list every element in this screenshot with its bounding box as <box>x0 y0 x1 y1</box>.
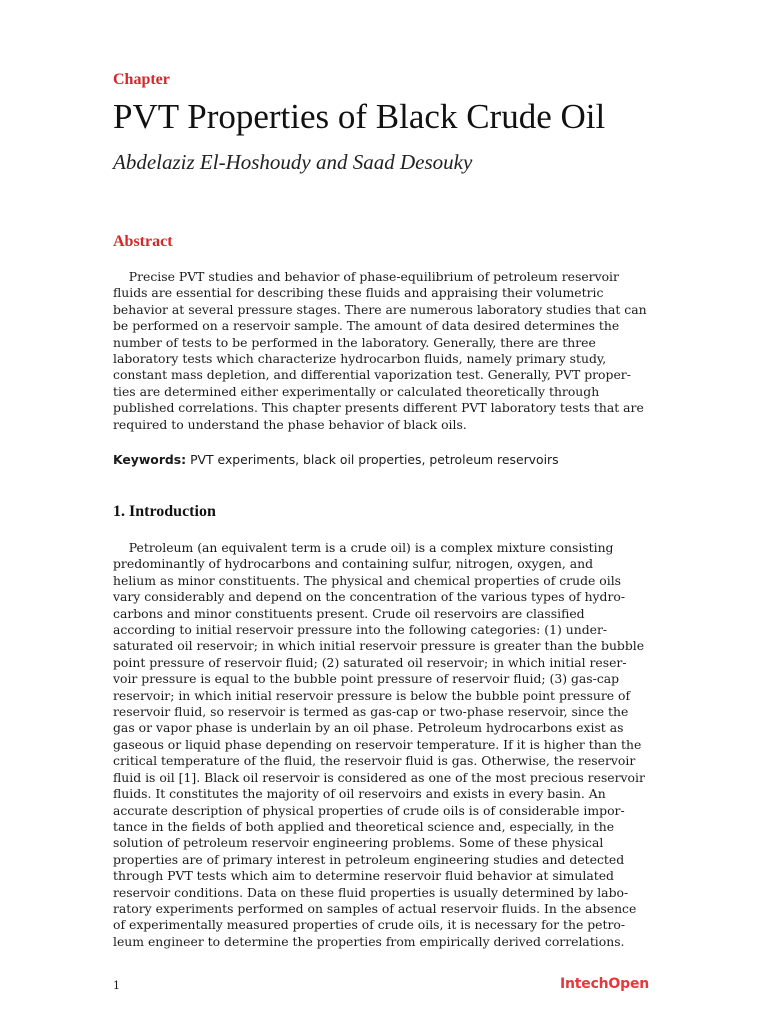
intro-line: gas or vapor phase is underlain by an oil phase. Petroleum hydrocarbons exist as <box>113 720 624 736</box>
intro-line: of experimentally measured properties of crude oils, it is necessary for the petro- <box>113 917 626 933</box>
page-title: PVT Properties of Black Crude Oil <box>113 97 606 136</box>
abstract-line: published correlations. This chapter presents different PVT laboratory tests that are <box>113 400 644 416</box>
chapter-label: Chapter <box>113 71 170 88</box>
intro-line: critical temperature of the fluid, the reservoir fluid is gas. Otherwise, the reservoir <box>113 753 636 769</box>
abstract-line: required to understand the phase behavior of black oils. <box>113 416 467 432</box>
abstract-line: Precise PVT studies and behavior of phase-equilibrium of petroleum reservoir <box>113 269 619 284</box>
intro-line: reservoir fluid, so reservoir is termed as gas-cap or two-phase reservoir, since the <box>113 704 629 720</box>
introduction-heading: 1. Introduction <box>113 503 216 520</box>
abstract-line: number of tests to be performed in the laboratory. Generally, there are three <box>113 334 596 350</box>
intro-line: voir pressure is equal to the bubble point pressure of reservoir fluid; (3) gas-cap <box>113 671 620 687</box>
intro-line: solution of petroleum reservoir engineering problems. Some of these physical <box>113 835 604 851</box>
intro-line: gaseous or liquid phase depending on reservoir temperature. If it is higher than the <box>113 736 642 752</box>
intro-line: predominantly of hydrocarbons and containing sulfur, nitrogen, oxygen, and <box>113 556 594 572</box>
page-number: 1 <box>113 979 120 992</box>
abstract-line: fluids are essential for describing these fluids and appraising their volumetric <box>113 285 604 301</box>
intro-line: accurate description of physical properties of crude oils is of considerable impor- <box>113 802 625 818</box>
keywords-value: PVT experiments, black oil properties, petroleum reservoirs <box>186 452 559 467</box>
abstract-heading: Abstract <box>113 233 173 250</box>
keywords <box>113 452 559 467</box>
intro-line: fluids. It constitutes the majority of oil reservoirs and exists in every basin. An <box>113 786 606 802</box>
intro-line: tance in the fields of both applied and theoretical science and, especially, in the <box>113 818 615 834</box>
intro-line: fluid is oil [1]. Black oil reservoir is considered as one of the most precious reservoir <box>113 769 645 785</box>
intro-line: properties are of primary interest in petroleum engineering studies and detected <box>113 851 625 867</box>
abstract-line: ties are determined either experimentally or calculated theoretically through <box>113 383 600 399</box>
abstract-line: constant mass depletion, and differential vaporization test. Generally, PVT proper- <box>113 367 631 383</box>
intro-line: saturated oil reservoir; in which initial reservoir pressure is greater than the bubble <box>113 638 645 654</box>
abstract-text <box>113 269 653 433</box>
intro-line: reservoir conditions. Data on these fluid properties is usually determined by labo- <box>113 884 629 900</box>
abstract-line: be performed on a reservoir sample. The amount of data desired determines the <box>113 318 620 334</box>
intro-line: Petroleum (an equivalent term is a crude oil) is a complex mixture consisting <box>113 540 614 555</box>
intro-line: reservoir; in which initial reservoir pressure is below the bubble point pressure of <box>113 687 631 703</box>
intro-line: through PVT tests which aim to determine reservoir fluid behavior at simulated <box>113 868 614 884</box>
publisher-logo[interactable]: IntechOpen <box>560 976 650 992</box>
intro-line: leum engineer to determine the properties from empirically derived correlations. <box>113 933 625 949</box>
introduction-text <box>113 540 653 950</box>
intro-line: ratory experiments performed on samples of actual reservoir fluids. In the absence <box>113 900 637 916</box>
intro-line: according to initial reservoir pressure into the following categories: (1) under- <box>113 622 608 638</box>
abstract-line: laboratory tests which characterize hydrocarbon fluids, namely primary study, <box>113 351 607 367</box>
abstract-line: behavior at several pressure stages. There are numerous laboratory studies that can <box>113 301 647 317</box>
intro-line: helium as minor constituents. The physical and chemical properties of crude oils <box>113 572 622 588</box>
intro-line: carbons and minor constituents present. Crude oil reservoirs are classified <box>113 605 585 621</box>
keywords-label: Keywords: <box>113 452 187 467</box>
intro-line: point pressure of reservoir fluid; (2) saturated oil reservoir; in which initial reser- <box>113 654 627 670</box>
authors: Abdelaziz El-Hoshoudy and Saad Desouky <box>113 150 473 174</box>
intro-line: vary considerably and depend on the concentration of the various types of hydro- <box>113 589 626 605</box>
